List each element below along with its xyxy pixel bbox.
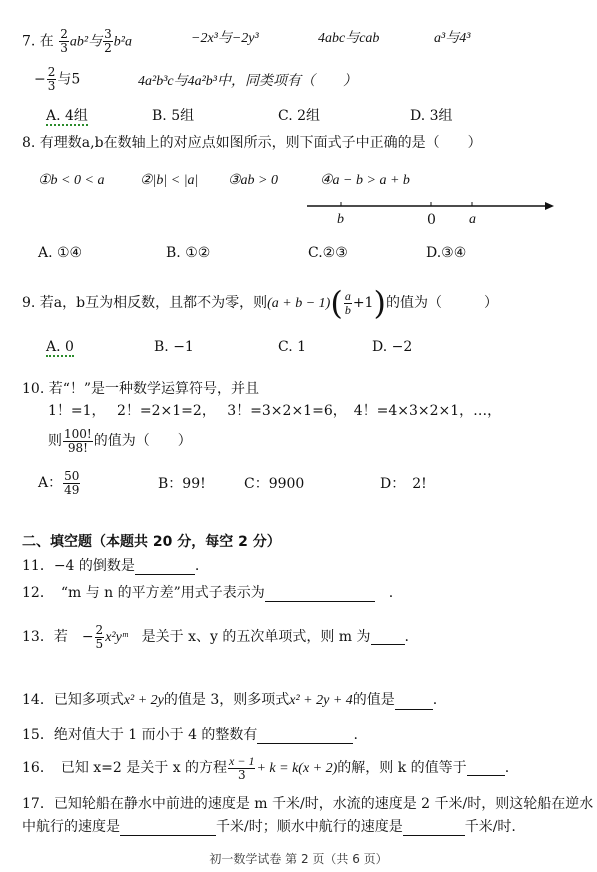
section2-title: 二、填空题（本题共 20 分，每空 2 分） [22, 534, 281, 550]
q8-optB: B. ①② [166, 245, 211, 261]
q13-blank[interactable] [371, 630, 405, 645]
axis-label-b: b [337, 212, 344, 227]
q7-frac1: $\frac{2}{3}$ [60, 27, 68, 55]
q16: 16． 已知 x=2 是关于 x 的方程 $\frac{x - 1}{3}$ + k = k(x + 2)的解，则 k 的值等于 . [22, 753, 510, 782]
q10-frac: $\frac{100!}{98!}$ [64, 426, 92, 455]
q10-optC: C：9900 [244, 476, 305, 492]
q8-stem: 8. 有理数a,b在数轴上的对应点如图所示，则下面式子中正确的是（ ） [22, 135, 482, 151]
q8-optA: A. ①④ [38, 245, 83, 261]
q10-line2: 1！=1， 2！=2×1=2， 3！=3×2×1=6， 4！=4×3×2×1，…， [48, 403, 502, 419]
q9-optB: B. −1 [154, 339, 194, 355]
q10-optB: B：99! [158, 476, 206, 492]
q10-stem: 10. 若“！”是一种数学运算符号，并且 [22, 381, 260, 397]
q7-line1: 7. 在 $\frac{2}{3}$ ab²与 $\frac{3}{2}$ b²a [22, 27, 132, 55]
q7-optC: C. 2组 [278, 108, 321, 124]
axis-label-a: a [469, 212, 476, 227]
q11-blank[interactable] [135, 560, 195, 575]
q12-blank[interactable] [265, 587, 375, 602]
q7-optD: D. 3组 [410, 108, 453, 124]
q14-blank[interactable] [395, 695, 433, 710]
q7-item2: −2x³与−2y³ [191, 31, 259, 46]
q9-optC: C. 1 [278, 339, 307, 355]
q7-frac3: $\frac{2}{3}$ [47, 65, 56, 93]
q16-frac: $\frac{x - 1}{3}$ [229, 753, 255, 782]
q15-blank[interactable] [257, 729, 353, 744]
q17-blank2[interactable] [403, 821, 465, 836]
q8-s3: ③ab > 0 [228, 173, 278, 188]
q8-optC: C.②③ [308, 245, 348, 261]
axis-arrow [545, 202, 554, 210]
q17-line1: 17．已知轮船在静水中前进的速度是 m 千米/时，水流的速度是 2 千米/时，则这轮船在逆水 [22, 796, 594, 812]
q9-frac: $\frac{a}{b}$ [344, 288, 351, 317]
q8-optD: D.③④ [426, 245, 467, 261]
axis-label-0: 0 [427, 212, 436, 228]
q10-optA-frac: $\frac{50}{49}$ [64, 468, 80, 497]
q7-item3: 4abc与cab [318, 31, 380, 46]
q7-optB: B. 5组 [152, 108, 195, 124]
q9-line: 9. 若a，b互为相反数，且都不为零，则(a + b − 1)( $\frac{a}{b}$ +1)的值为（ ） [22, 284, 498, 322]
q9-optD: D. −2 [372, 339, 413, 355]
q7-item4: a³与4³ [434, 31, 471, 46]
q10-optD: D： 2! [380, 476, 427, 492]
q7-number: 7. 在 [22, 33, 54, 50]
q12: 12． “m 与 n 的平方差”用式子表示为 . [22, 585, 394, 601]
q9-optA: A. 0 [46, 339, 74, 355]
q8-s1: ①b < 0 < a [38, 173, 105, 188]
q13-frac: $\frac{2}{5}$ [95, 622, 104, 651]
q7-line2: − $\frac{2}{3}$ 与5 [34, 65, 81, 93]
q8-s4: ④a − b > a + b [320, 173, 410, 188]
q10-optA: A： $\frac{50}{49}$ [38, 468, 80, 497]
q15: 15．绝对值大于 1 而小于 4 的整数有 . [22, 727, 358, 743]
q17-line2: 中航行的速度是 千米/时；顺水中航行的速度是 千米/时. [22, 819, 516, 835]
page-footer: 初一数学试卷 第 2 页（共 6 页） [209, 852, 388, 866]
q8-s2: ②|b| < |a| [140, 173, 199, 188]
q11: 11．−4 的倒数是 . [22, 558, 200, 574]
q7-optA: A. 4组 [46, 108, 88, 124]
q16-blank[interactable] [467, 761, 505, 776]
q7-item6: 4a²b³c与4a²b³中，同类项有（ ） [138, 74, 358, 89]
q17-blank1[interactable] [120, 821, 216, 836]
q10-line3: 则 $\frac{100!}{98!}$ 的值为（ ） [48, 426, 192, 455]
q14: 14．已知多项式x² + 2y的值是 3，则多项式x² + 2y + 4的值是 . [22, 692, 438, 708]
q13: 13．若 − $\frac{2}{5}$ x²yᵐ 是关于 x、y 的五次单项式，则 m 为 . [22, 622, 409, 651]
q7-frac2: $\frac{3}{2}$ [104, 27, 112, 55]
